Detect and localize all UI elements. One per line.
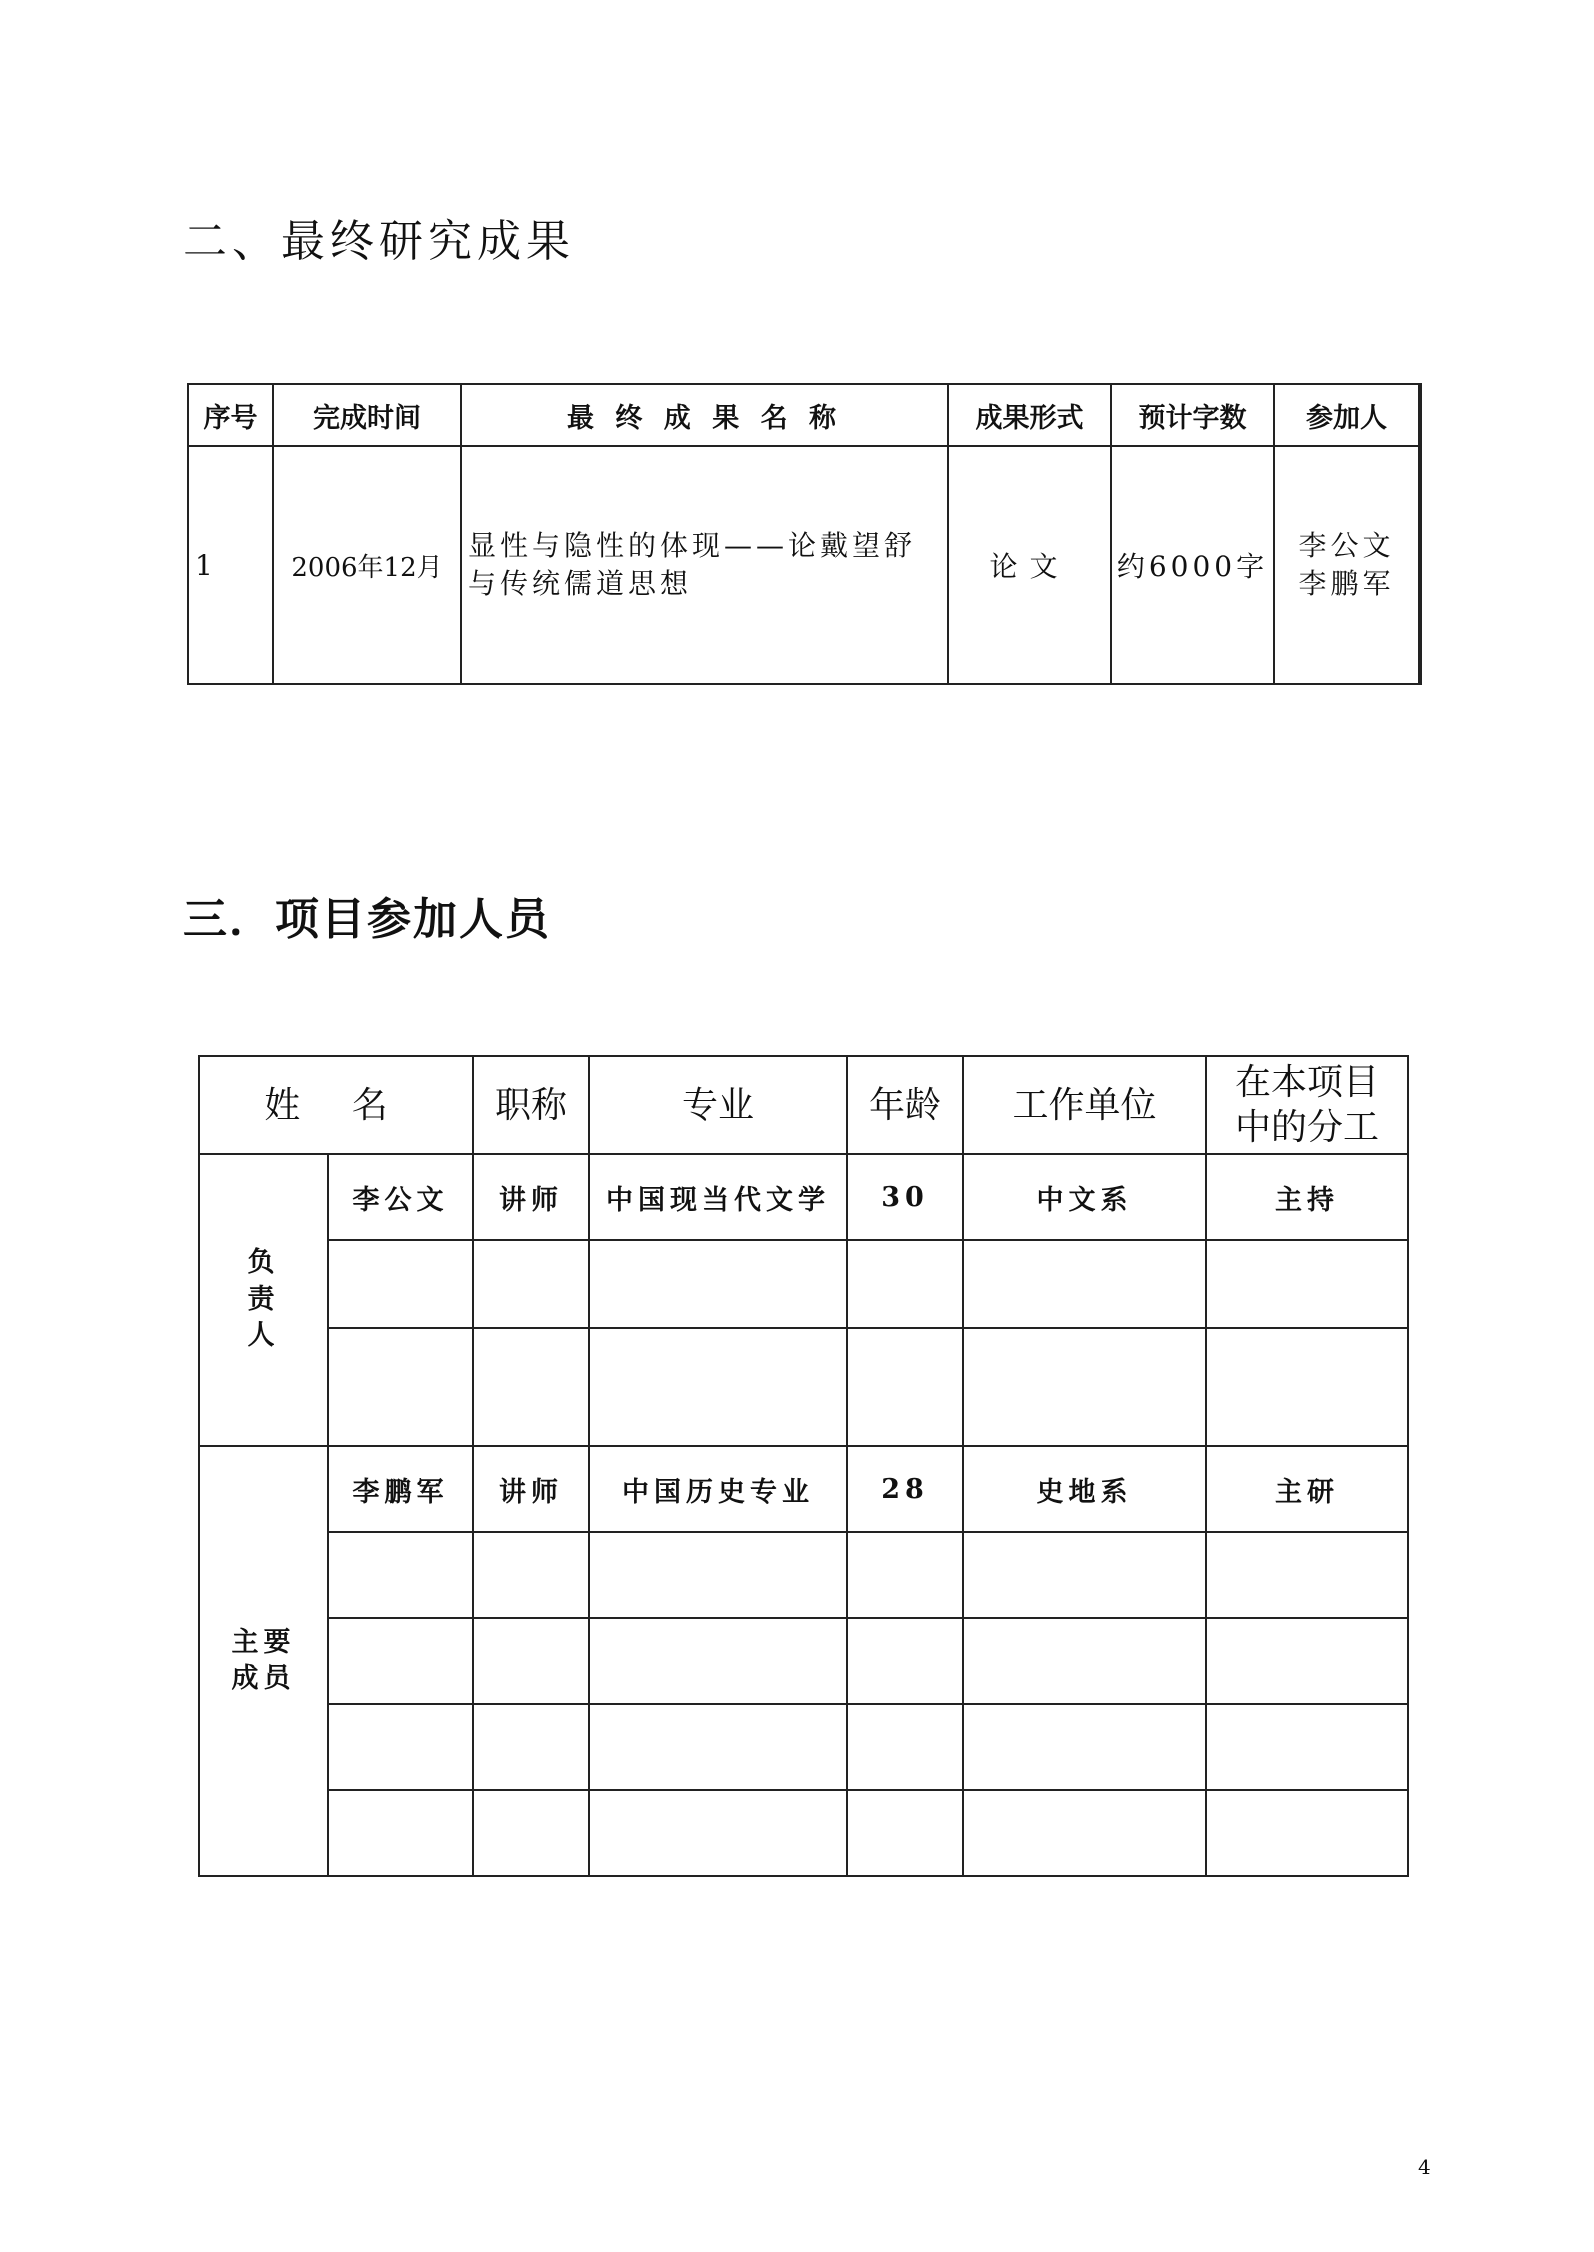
leader-age: 30 [847,1154,963,1240]
leader-major: 中国现当代文学 [589,1154,847,1240]
empty-row [199,1790,1408,1876]
empty-row [199,1618,1408,1704]
page-number: 4 [1418,2155,1431,2179]
cell-result-name: 显性与隐性的体现——论戴望舒与传统儒道思想 [461,446,948,684]
cell-form: 论文 [948,446,1111,684]
cell-words: 约6000字 [1111,446,1274,684]
member-role: 主研 [1206,1446,1408,1532]
participant-name: 李公文 [1298,529,1395,563]
group-label-char: 负 [247,1247,280,1279]
header-result-name: 最 终 成 果 名 称 [461,384,948,446]
member-unit: 史地系 [963,1446,1206,1532]
empty-row [199,1328,1408,1446]
leader-title: 讲师 [473,1154,589,1240]
participant-name: 李鹏军 [1298,567,1395,600]
section-3-title: 三．项目参加人员 [183,894,551,945]
group-label-char: 人 [247,1320,280,1352]
empty-row [199,1704,1408,1790]
section-2-title: 二、最终研究成果 [183,216,575,267]
empty-row [199,1240,1408,1328]
members-header-row [199,1056,1408,1154]
leader-role: 主持 [1206,1154,1408,1240]
header-title: 职称 [473,1056,589,1154]
leader-row [199,1154,1408,1240]
empty-row [199,1532,1408,1618]
member-row [199,1446,1408,1532]
header-date: 完成时间 [273,384,461,446]
research-results-table [187,383,1422,685]
group-label-line: 成员 [231,1663,296,1694]
project-members-table [198,1055,1409,1877]
header-words: 预计字数 [1111,384,1274,446]
group-label-members [199,1446,328,1876]
header-role [1206,1056,1408,1154]
header-form: 成果形式 [948,384,1111,446]
header-unit: 工作单位 [963,1056,1206,1154]
cell-participants [1274,446,1420,684]
leader-unit: 中文系 [963,1154,1206,1240]
cell-date: 2006年12月 [273,446,461,684]
group-label-leader [199,1154,328,1446]
header-major: 专业 [589,1056,847,1154]
leader-name: 李公文 [328,1154,473,1240]
header-role-line: 在本项目 [1235,1062,1380,1103]
member-title: 讲师 [473,1446,589,1532]
header-name: 姓 名 [199,1056,473,1154]
group-label-line: 主要 [231,1626,296,1658]
cell-no: 1 [188,446,273,684]
member-major: 中国历史专业 [589,1446,847,1532]
member-name: 李鹏军 [328,1446,473,1532]
group-label-char: 责 [247,1283,280,1315]
header-role-line: 中的分工 [1235,1107,1380,1148]
results-row [188,446,1420,684]
header-no: 序号 [188,384,273,446]
results-header-row [188,384,1420,446]
member-age: 28 [847,1446,963,1532]
header-age: 年龄 [847,1056,963,1154]
header-participants: 参加人 [1274,384,1420,446]
